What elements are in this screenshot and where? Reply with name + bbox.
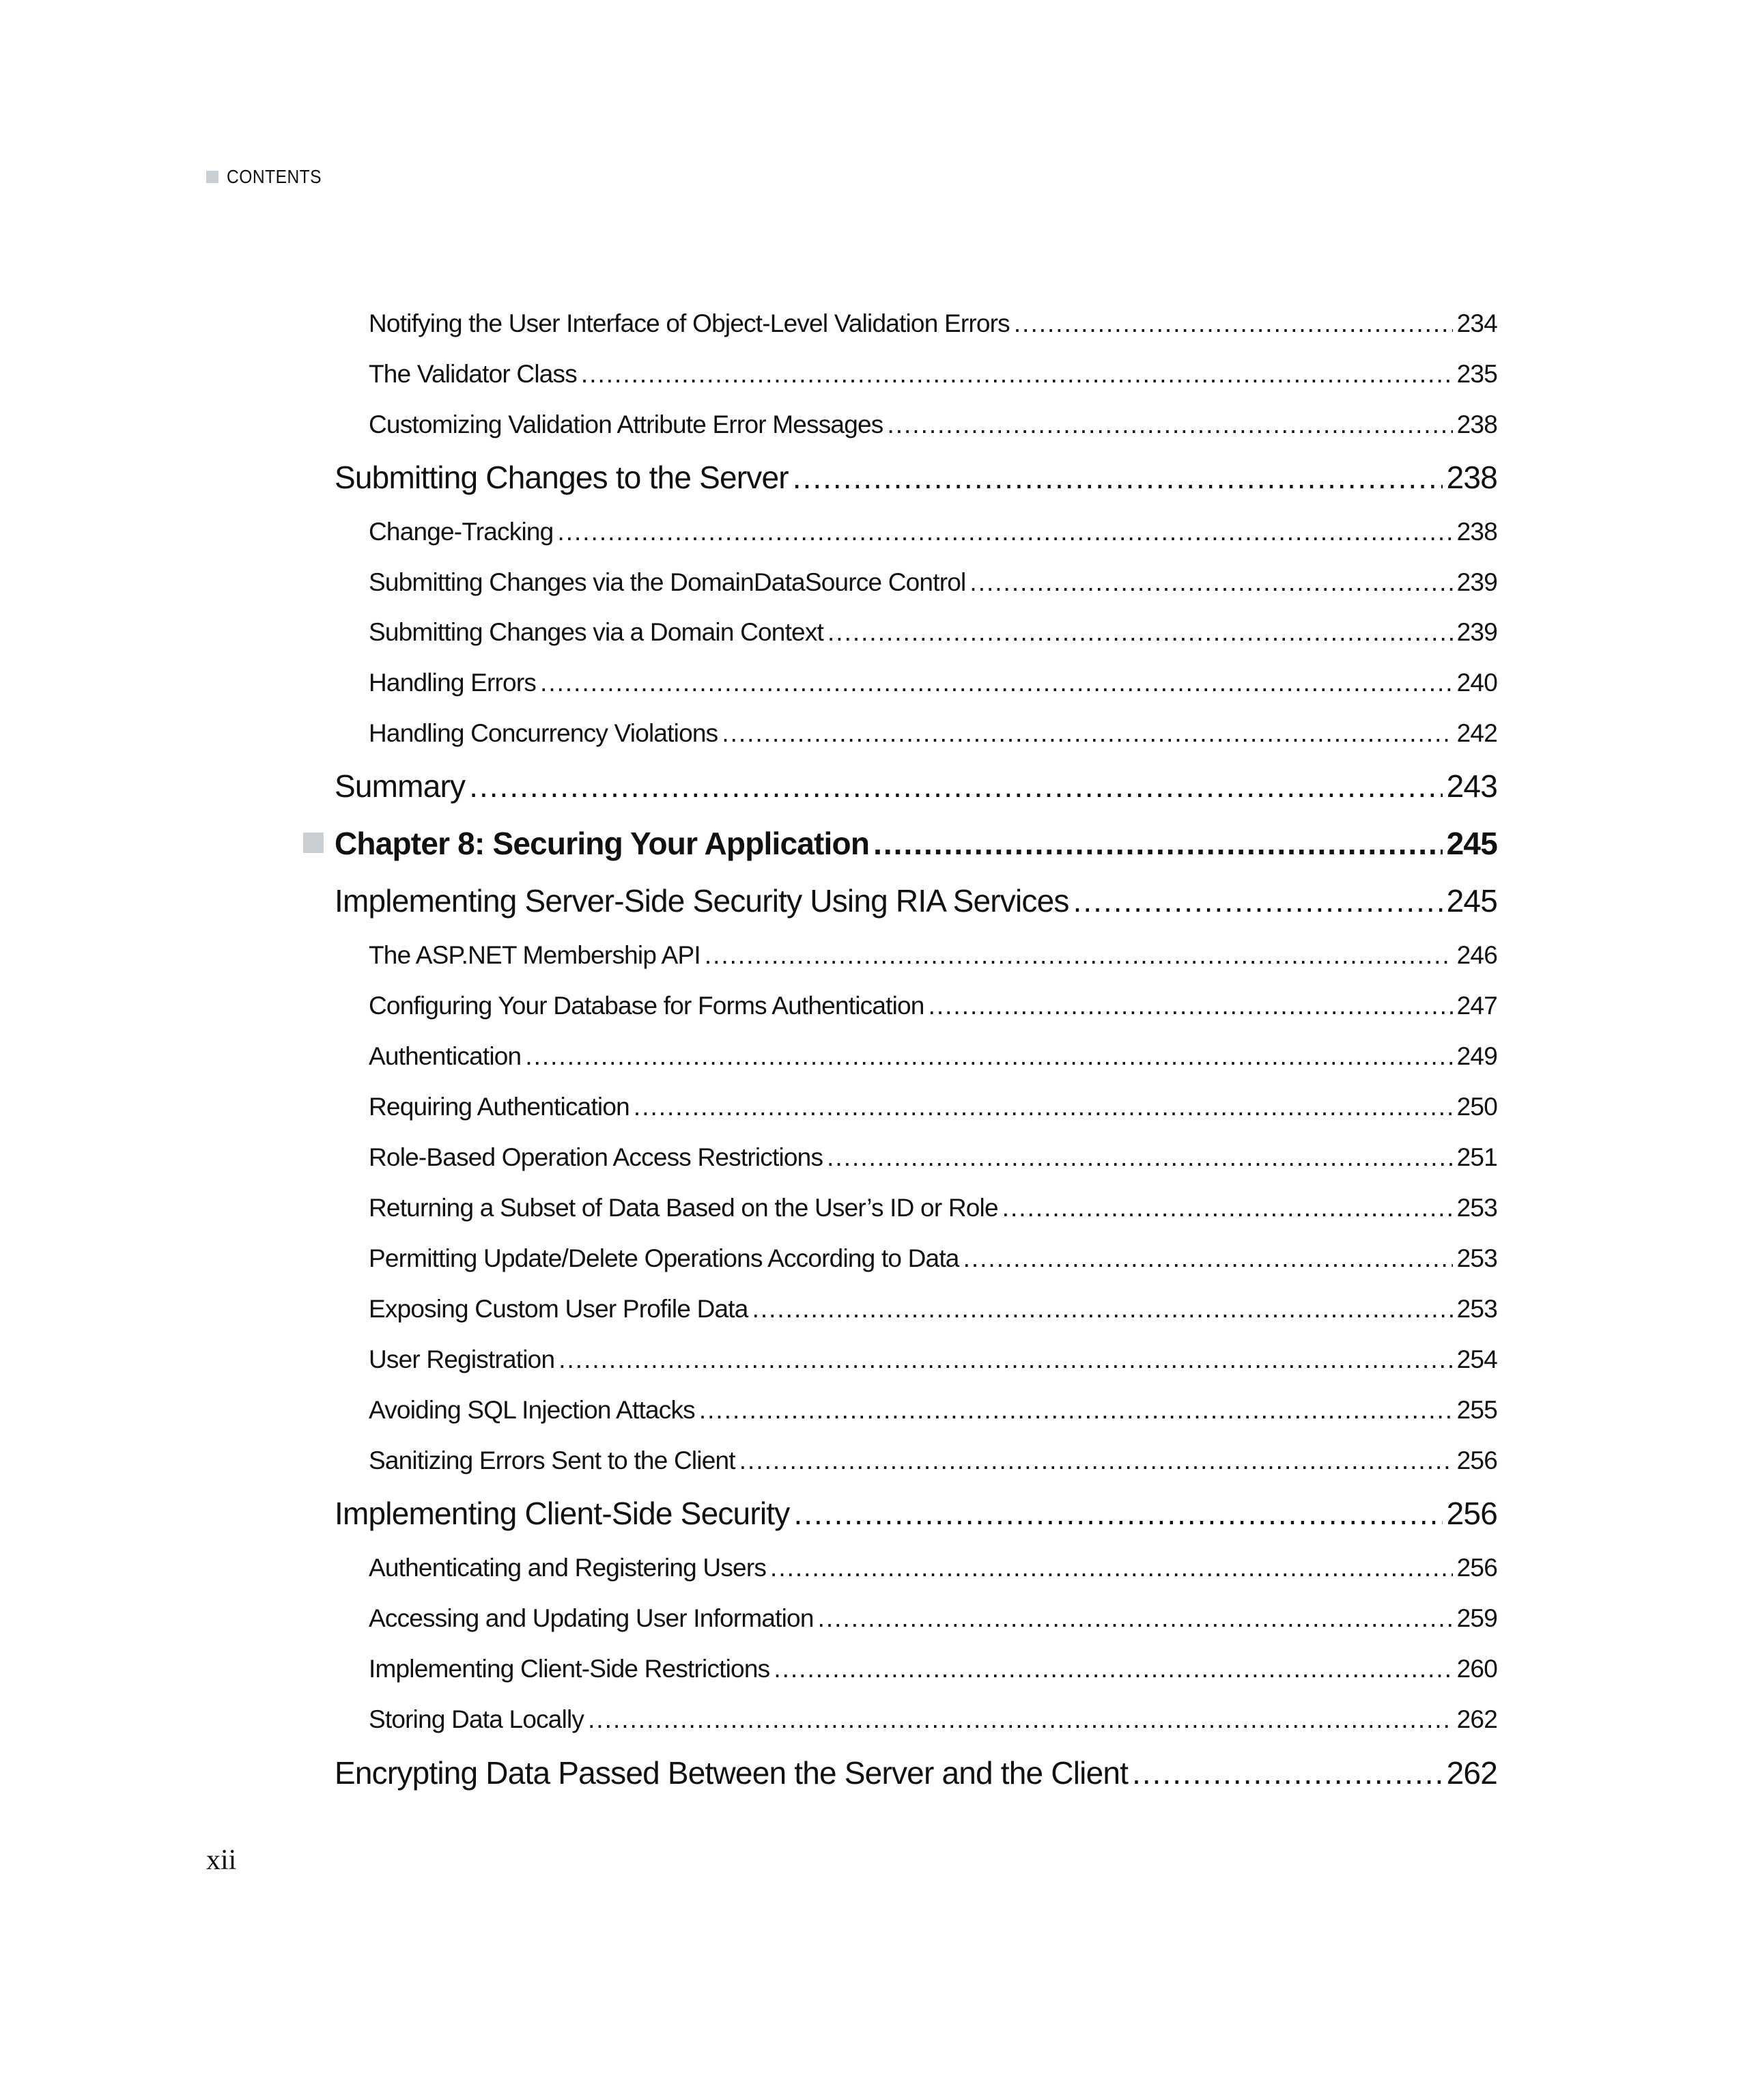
toc-entry[interactable]: [369, 719, 1497, 753]
chapter-square-icon: [303, 832, 324, 853]
toc-entry-title: Requiring Authentication: [369, 1093, 629, 1121]
dot-leader: [929, 992, 1453, 1020]
toc-entry-title: Submitting Changes via the DomainDataSource Control: [369, 568, 966, 596]
toc-entry[interactable]: [369, 1655, 1497, 1689]
toc-entry[interactable]: [369, 1705, 1497, 1739]
toc-entry-title: Submitting Changes via a Domain Context: [369, 618, 824, 646]
dot-leader: [887, 410, 1452, 439]
toc-entry-page: 256: [1456, 1446, 1497, 1474]
toc-entry[interactable]: [369, 1446, 1497, 1481]
toc-entry-page: 262: [1456, 1705, 1497, 1733]
toc-entry[interactable]: [369, 1194, 1497, 1228]
toc-entry[interactable]: [369, 941, 1497, 975]
toc-entry[interactable]: [369, 1042, 1497, 1076]
toc-entry-page: 253: [1456, 1244, 1497, 1272]
toc-entry-page: 253: [1456, 1194, 1497, 1222]
toc-entry-title: Returning a Subset of Data Based on the User’s ID or Role: [369, 1194, 998, 1222]
toc-entry-page: 260: [1456, 1655, 1497, 1683]
toc-section[interactable]: [335, 1495, 1497, 1536]
toc-section-title: Encrypting Data Passed Between the Server and the Client: [335, 1755, 1129, 1791]
dot-leader: [770, 1554, 1453, 1582]
toc-chapter-page: 245: [1446, 826, 1497, 861]
dot-leader: [540, 669, 1453, 697]
toc-section-title: Implementing Server-Side Security Using RIA Services: [335, 883, 1069, 919]
toc-entry[interactable]: [369, 1396, 1497, 1430]
toc-entry[interactable]: [369, 568, 1497, 602]
toc-entry[interactable]: [369, 1345, 1497, 1380]
toc-section-title: Implementing Client-Side Security: [335, 1496, 790, 1531]
dot-leader: [722, 719, 1452, 748]
page-number: xii: [206, 1845, 237, 1876]
toc-chapter[interactable]: [335, 825, 1497, 866]
toc-entry-title: Storing Data Locally: [369, 1705, 584, 1733]
toc-entry-title: Handling Concurrency Violations: [369, 719, 718, 747]
toc-entry-title: Accessing and Updating User Information: [369, 1604, 814, 1632]
toc-entry[interactable]: [369, 1244, 1497, 1278]
toc-entry-title: Implementing Client-Side Restrictions: [369, 1655, 770, 1683]
dot-leader: [827, 1143, 1453, 1172]
toc-entry[interactable]: [369, 992, 1497, 1026]
toc-entry[interactable]: [369, 669, 1497, 703]
toc-entry-title: Authentication: [369, 1042, 522, 1070]
running-head: [206, 167, 335, 187]
toc-entry-page: 253: [1456, 1295, 1497, 1323]
dot-leader: [752, 1295, 1453, 1324]
dot-leader: [699, 1396, 1453, 1425]
dot-leader: [793, 1495, 1442, 1532]
toc-entry-title: User Registration: [369, 1345, 555, 1373]
toc-entry-page: 240: [1456, 669, 1497, 697]
toc-entry[interactable]: [369, 1143, 1497, 1177]
toc-section-page: 243: [1446, 768, 1497, 804]
toc-entry[interactable]: [369, 618, 1497, 652]
toc-entry-title: The Validator Class: [369, 360, 577, 388]
toc-entry-page: 251: [1456, 1143, 1497, 1171]
toc-chapter-title: Chapter 8: Securing Your Application: [335, 826, 870, 861]
toc-entry-page: 239: [1456, 618, 1497, 646]
dot-leader: [963, 1244, 1453, 1273]
toc-entry-title: Authenticating and Registering Users: [369, 1554, 767, 1582]
toc-entry[interactable]: [369, 1093, 1497, 1127]
toc-entry-title: Change-Tracking: [369, 518, 554, 546]
dot-leader: [739, 1446, 1453, 1475]
toc-entry-title: Exposing Custom User Profile Data: [369, 1295, 748, 1323]
toc-entry-title: Permitting Update/Delete Operations According to Data: [369, 1244, 959, 1272]
dot-leader: [469, 768, 1442, 804]
toc-entry-title: Configuring Your Database for Forms Authentication: [369, 992, 924, 1020]
toc-entry-page: 256: [1456, 1554, 1497, 1582]
dot-leader: [558, 1345, 1452, 1374]
toc-entry[interactable]: [369, 410, 1497, 445]
dot-leader: [827, 618, 1453, 647]
toc-entry-page: 242: [1456, 719, 1497, 747]
dot-leader: [969, 568, 1452, 597]
toc-entry[interactable]: [369, 518, 1497, 552]
toc-entry-title: Sanitizing Errors Sent to the Client: [369, 1446, 735, 1474]
running-head-square-icon: [206, 171, 218, 183]
toc-entry[interactable]: [369, 1295, 1497, 1329]
toc-entry-title: The ASP.NET Membership API: [369, 941, 700, 969]
toc-entry-page: 239: [1456, 568, 1497, 596]
toc-section[interactable]: [335, 882, 1497, 923]
dot-leader: [793, 459, 1443, 496]
toc-entry-page: 246: [1456, 941, 1497, 969]
toc-section[interactable]: [335, 459, 1497, 500]
toc-entry-title: Notifying the User Interface of Object-Level Validation Errors: [369, 309, 1010, 337]
toc-entry[interactable]: [369, 309, 1497, 344]
toc-entry-page: 249: [1456, 1042, 1497, 1070]
dot-leader: [1014, 309, 1453, 338]
toc-section-title: Submitting Changes to the Server: [335, 460, 789, 495]
toc-section[interactable]: [335, 1754, 1497, 1795]
dot-leader: [818, 1604, 1453, 1633]
toc-entry-page: 234: [1456, 309, 1497, 337]
toc-section-page: 256: [1446, 1496, 1497, 1531]
toc-entry-page: 238: [1456, 410, 1497, 438]
dot-leader: [588, 1705, 1453, 1734]
dot-leader: [557, 518, 1452, 546]
toc-entry-page: 238: [1456, 518, 1497, 546]
dot-leader: [1132, 1754, 1443, 1791]
dot-leader: [705, 941, 1453, 970]
dot-leader: [774, 1655, 1452, 1683]
toc-entry-page: 254: [1456, 1345, 1497, 1373]
dot-leader: [873, 825, 1443, 862]
dot-leader: [634, 1093, 1453, 1121]
toc-section-page: 245: [1446, 883, 1497, 919]
dot-leader: [1002, 1194, 1453, 1222]
toc-entry[interactable]: [369, 1604, 1497, 1638]
toc-entry[interactable]: [369, 360, 1497, 394]
toc-entry-page: 235: [1456, 360, 1497, 388]
toc-section-page: 238: [1446, 460, 1497, 495]
toc-entry-title: Customizing Validation Attribute Error Messages: [369, 410, 883, 438]
toc-section-title: Summary: [335, 768, 466, 804]
toc-entry[interactable]: [369, 1554, 1497, 1588]
toc-entry-title: Handling Errors: [369, 669, 537, 697]
toc-entry-page: 250: [1456, 1093, 1497, 1121]
dot-leader: [525, 1042, 1452, 1071]
toc-entry-page: 255: [1456, 1396, 1497, 1424]
dot-leader: [581, 360, 1453, 389]
toc-section[interactable]: [335, 768, 1497, 809]
dot-leader: [1073, 882, 1443, 919]
toc-section-page: 262: [1446, 1755, 1497, 1791]
running-head-label: CONTENTS: [227, 166, 322, 187]
toc-entry-page: 247: [1456, 992, 1497, 1020]
toc-entry-page: 259: [1456, 1604, 1497, 1632]
toc-entry-title: Avoiding SQL Injection Attacks: [369, 1396, 695, 1424]
toc-entry-title: Role-Based Operation Access Restrictions: [369, 1143, 823, 1171]
